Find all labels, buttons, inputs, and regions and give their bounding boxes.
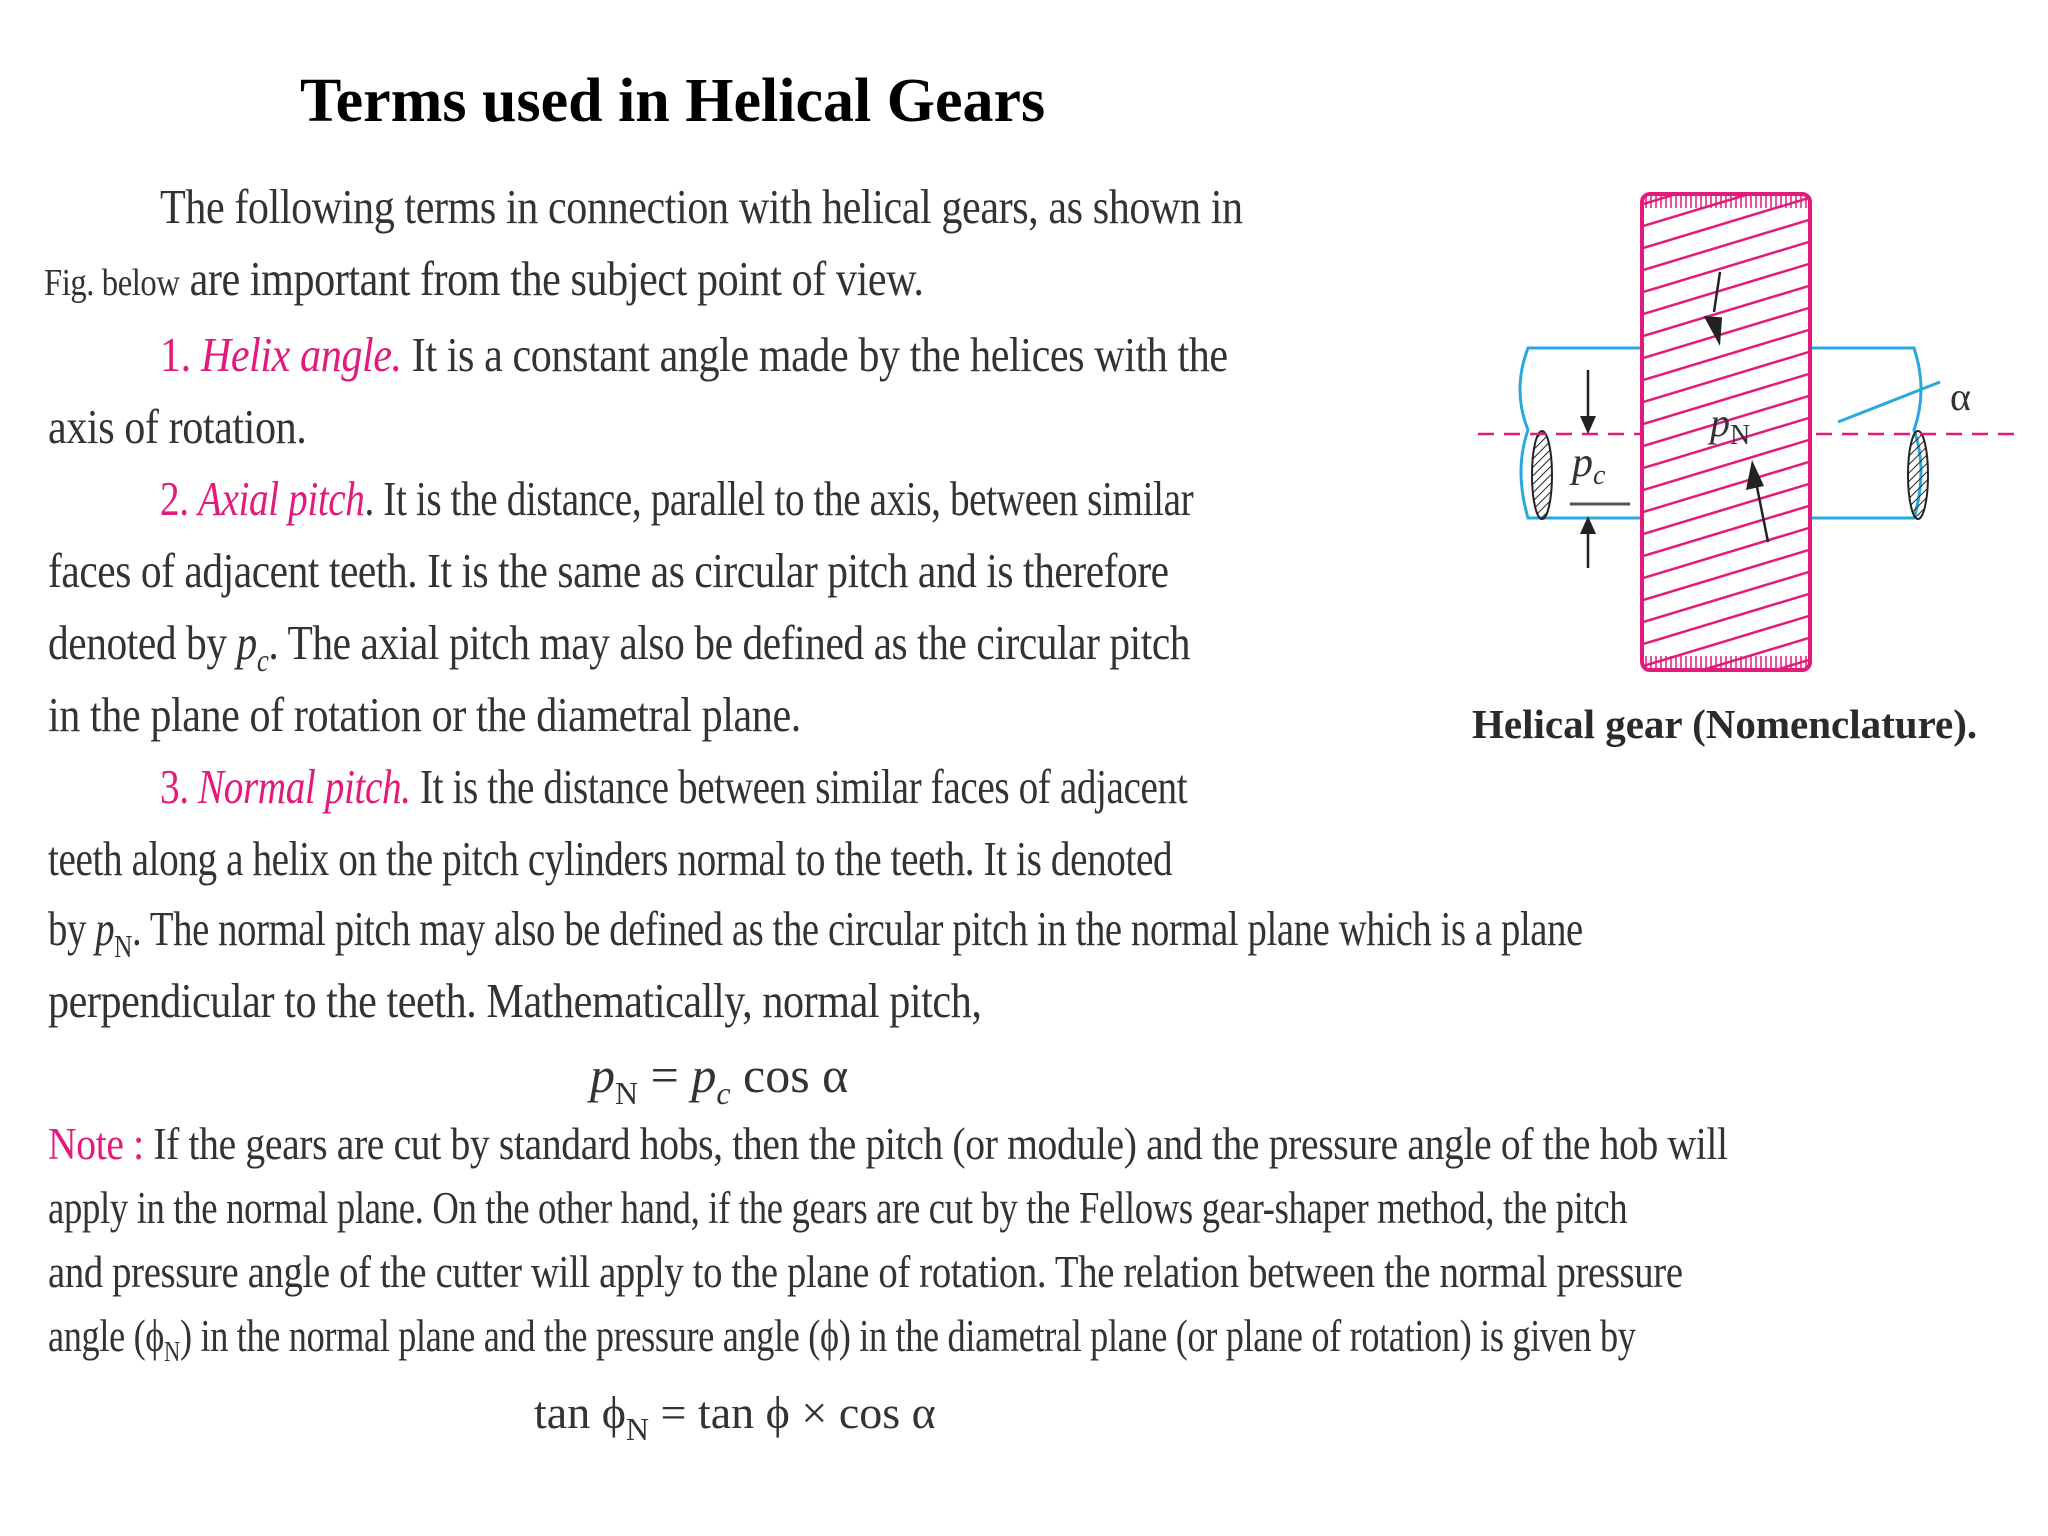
item-1-line-2: axis of rotation.	[48, 399, 307, 454]
term-normal-pitch: Normal pitch.	[198, 759, 411, 814]
figure-caption: Helical gear (Nomenclature).	[1472, 701, 1978, 747]
helical-gear-diagram	[1470, 190, 2030, 680]
item-3-line-2: teeth along a helix on the pitch cylinders normal to the teeth. It is denoted	[48, 831, 1173, 886]
note-line-3: and pressure angle of the cutter will apply to the plane of rotation. The relation between the normal pressure	[48, 1247, 1683, 1297]
note-line-2: apply in the normal plane. On the other hand, if the gears are cut by the Fellows gear-shaper method, the pitch	[48, 1183, 1628, 1233]
equation-pressure-angle: $\tan \phi_N = \tan \phi \times \cos \alpha$	[534, 1387, 936, 1447]
left-shaft-section	[1532, 431, 1552, 519]
helix-line	[1630, 678, 1822, 680]
slide-title: Terms used in Helical Gears	[300, 67, 1046, 135]
note-label: Note :	[48, 1119, 144, 1169]
note-line-4: angle $(\phi_N)$ in the normal plane and the pressure angle (ϕ) in the diametral plane (or plane of rotation) is given by	[48, 1311, 1636, 1368]
right-shaft-section	[1908, 431, 1928, 519]
item-3-line-3: by $p_N$. The normal pitch may also be defined as the circular pitch in the normal plane which is a plane	[48, 901, 1583, 964]
item-1-line-1: 1. Helix angle. It is a constant angle made by the helices with the	[160, 327, 1228, 382]
fig-reference: Fig. below	[44, 262, 180, 304]
pn-label: $p_N$	[1710, 400, 1751, 451]
item-2-line-1: 2. Axial pitch. It is the distance, parallel to the axis, between similar	[160, 471, 1194, 526]
item-2-line-2: faces of adjacent teeth. It is the same as circular pitch and is therefore	[48, 543, 1169, 598]
intro-line-1: The following terms in connection with helical gears, as shown in	[160, 179, 1243, 234]
equation-normal-pitch: $p_N = p_c$ cos α	[590, 1047, 849, 1111]
term-axial-pitch: Axial pitch	[198, 471, 365, 526]
item-2-line-4: in the plane of rotation or the diametral plane.	[48, 687, 801, 742]
intro-line-2: Fig. below are important from the subject point of view.	[44, 251, 924, 306]
helix-angle-line	[1838, 382, 1940, 422]
item-2-line-3: denoted by $p_c$. The axial pitch may also be defined as the circular pitch	[48, 615, 1191, 678]
note-line-1: Note : If the gears are cut by standard hobs, then the pitch (or module) and the pressure angle of the hob will	[48, 1119, 1728, 1169]
item-3-line-1: 3. Normal pitch. It is the distance between similar faces of adjacent	[160, 759, 1188, 814]
term-helix-angle: Helix angle.	[200, 327, 402, 382]
pc-label: pc	[1572, 440, 1606, 491]
item-3-line-4: perpendicular to the teeth. Mathematically, normal pitch,	[48, 973, 982, 1028]
alpha-label: α	[1950, 374, 1971, 419]
